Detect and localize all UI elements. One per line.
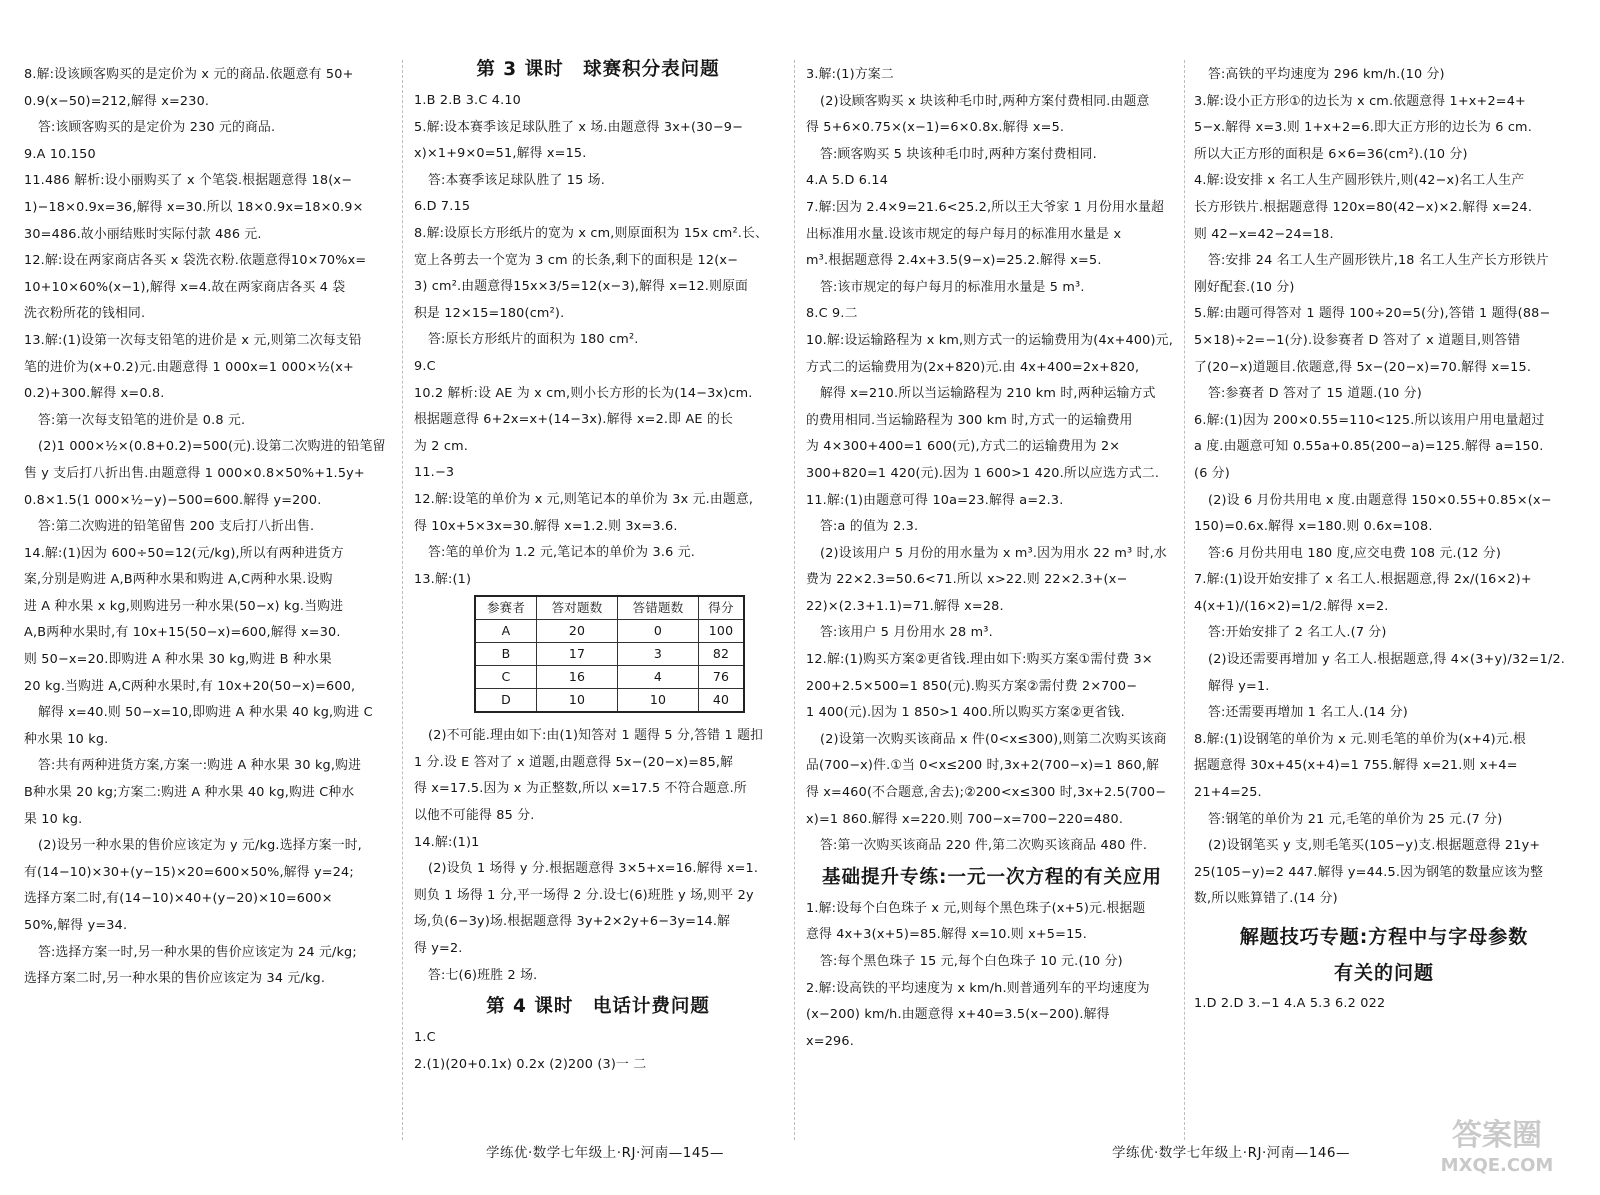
answer-line: 刚好配套.(10 分): [1194, 279, 1295, 295]
table-cell: 82: [699, 643, 745, 666]
answer-line: 10.2 解析:设 AE 为 x cm,则小长方形的长为(14−3x)cm.: [414, 385, 753, 401]
column-3: [806, 62, 1178, 1055]
answer-line: 有(14−10)×30+(y−15)×20=600×50%,解得 y=24;: [24, 864, 354, 880]
col2a-lines: [414, 88, 782, 593]
answer-line: 答:本赛季该足球队胜了 15 场.: [428, 172, 605, 188]
answer-line: (2)设钢笔买 y 支,则毛笔买(105−y)支.根据题意得 21y+: [1208, 838, 1541, 854]
page-footer-145: 学练优·数学七年级上·RJ·河南—145—: [486, 1145, 725, 1161]
answer-line: 8.C 9.二: [806, 306, 858, 322]
answer-line: 积是 12×15=180(cm²).: [414, 305, 565, 321]
table-cell: 10: [537, 689, 618, 713]
answer-line: 解得 y=1.: [1208, 678, 1270, 694]
answer-line: 0.2)+300.解得 x=0.8.: [24, 386, 165, 402]
answer-line: 0.9(x−50)=212,解得 x=230.: [24, 93, 210, 109]
table-cell: 76: [699, 666, 745, 689]
answer-line: 12.解:设笔的单价为 x 元,则笔记本的单价为 3x 元.由题意,: [414, 491, 754, 507]
column-divider: [1184, 60, 1185, 1140]
answer-line: 6.解:(1)因为 200×0.55=110<125.所以该用户用电量超过: [1194, 412, 1545, 428]
col3b-lines: [806, 896, 1178, 1056]
answer-line: 答:该顾客购买的是定价为 230 元的商品.: [38, 120, 276, 136]
column-divider: [402, 60, 403, 1140]
answer-line: 费为 22×2.3=50.6<71.所以 x>22.则 22×2.3+(x−: [806, 572, 1128, 588]
answer-line: 答:笔的单价为 1.2 元,笔记本的单价为 3.6 元.: [428, 545, 695, 561]
answer-line: 50%,解得 y=34.: [24, 918, 128, 933]
table-header: 答错题数: [618, 596, 699, 620]
answer-line: 答:每个黑色珠子 15 元,每个白色珠子 10 元.(10 分): [820, 954, 1123, 969]
answer-line: 答:该市规定的每户每月的标准用水量是 5 m³.: [820, 279, 1085, 295]
answer-line: 300+820=1 420(元).因为 1 600>1 420.所以应选方式二.: [806, 465, 1160, 481]
answer-line: 解得 x=40.则 50−x=10,即购进 A 种水果 40 kg,购进 C: [38, 705, 373, 721]
column-2: [414, 59, 782, 1078]
section-heading-technique: 解题技巧专题:方程中与字母参数: [1239, 926, 1529, 948]
answer-line: 200+2.5×500=1 850(元).购买方案②需付费 2×700−: [806, 678, 1138, 694]
answer-line: 为 4×300+400=1 600(元),方式二的运输费用为 2×: [806, 439, 1121, 455]
answer-line: 得 y=2.: [414, 941, 463, 957]
answer-line: 了(20−x)道题目.依题意,得 5x−(20−x)=70.解得 x=15.: [1194, 359, 1532, 375]
answer-line: 答:安排 24 名工人生产圆形铁片,18 名工人生产长方形铁片: [1208, 253, 1549, 269]
answer-line: 答:原长方形纸片的面积为 180 cm².: [428, 332, 639, 348]
answer-line: 5−x.解得 x=3.则 1+x+2=6.即大正方形的边长为 6 cm.: [1194, 120, 1532, 136]
answer-line: 13.解:(1): [414, 571, 472, 587]
answer-line: 答:高铁的平均速度为 296 km/h.(10 分): [1208, 67, 1445, 82]
answer-line: 解得 x=210.所以当运输路程为 210 km 时,两种运输方式: [820, 386, 1156, 402]
answer-line: (2)1 000×½×(0.8+0.2)=500(元).设第二次购进的铅笔留: [38, 439, 386, 455]
answer-line: 5×18)÷2=−1(分).设参赛者 D 答对了 x 道题目,则答错: [1194, 332, 1521, 348]
table-cell: 100: [699, 620, 745, 643]
answer-line: 10+10×60%(x−1),解得 x=4.故在两家商店各买 4 袋: [24, 279, 346, 295]
answer-line: 答:该用户 5 月份用水 28 m³.: [820, 625, 993, 641]
answer-line: 答:第一次购买该商品 220 件,第二次购买该商品 480 件.: [820, 838, 1148, 854]
answer-line: 进 A 种水果 x kg,则购进另一种水果(50−x) kg.当购进: [24, 598, 344, 614]
answer-line: 答:顾客购买 5 块该种毛巾时,两种方案付费相同.: [820, 146, 1097, 162]
answer-line: 答:开始安排了 2 名工人.(7 分): [1208, 625, 1387, 641]
col3a-lines: [806, 62, 1178, 860]
answer-line: 答:选择方案一时,另一种水果的售价应该定为 24 元/kg;: [38, 944, 357, 960]
answer-line: 8.解:设原长方形纸片的宽为 x cm,则原面积为 15x cm².长、: [414, 225, 769, 241]
answer-line: 1.B 2.B 3.C 4.10: [414, 93, 522, 108]
table-cell: 0: [618, 620, 699, 643]
answer-line: 答:第二次购进的铅笔留售 200 支后打八折出售.: [38, 519, 315, 535]
table-header: 参赛者: [475, 596, 537, 620]
watermark-logo: [1422, 1111, 1572, 1177]
answer-line: 场,负(6−3y)场.根据题意得 3y+2×2y+6−3y=14.解: [414, 914, 731, 930]
answer-line: x)×1+9×0=51,解得 x=15.: [414, 146, 587, 162]
table-row: [475, 689, 744, 713]
answer-line: 1.C: [414, 1030, 436, 1046]
answer-line: 则 42−x=42−24=18.: [1194, 226, 1334, 242]
answer-line: (6 分): [1194, 465, 1230, 481]
answer-line: 8.解:设该顾客购买的是定价为 x 元的商品.依题意有 50+: [24, 67, 354, 82]
section-heading-technique-line2: 有关的问题: [1333, 962, 1434, 984]
column-1: [24, 62, 396, 993]
answer-line: 洗衣粉所花的钱相同.: [24, 306, 146, 322]
answer-line: 7.解:因为 2.4×9=21.6<25.2,所以王大爷家 1 月份用水量超: [806, 199, 1165, 215]
table-cell: 4: [618, 666, 699, 689]
answer-line: 25(105−y)=2 447.解得 y=44.5.因为钢笔的数量应该为整: [1194, 864, 1544, 880]
answer-line: 13.解:(1)设第一次每支铅笔的进价是 x 元,则第二次每支铅: [24, 332, 362, 348]
answer-line: 答:钢笔的单价为 21 元,毛笔的单价为 25 元.(7 分): [1208, 811, 1503, 827]
answer-line: 的费用相同.当运输路程为 300 km 时,方式一的运输费用: [806, 412, 1133, 428]
answer-line: 14.解:(1)1: [414, 834, 480, 850]
answer-line: (2)设该用户 5 月份的用水量为 x m³.因为用水 22 m³ 时,水: [820, 545, 1167, 561]
answer-line: (2)不可能.理由如下:由(1)知答对 1 题得 5 分,答错 1 题扣: [428, 728, 764, 744]
answer-line: 3) cm².由题意得15x×3/5=12(x−3),解得 x=12.则原面: [414, 279, 749, 295]
answer-line: 得 x=460(不合题意,舍去);②200<x≤300 时,3x+2.5(700−: [806, 785, 1167, 801]
answer-line: 据题意得 30x+45(x+4)=1 755.解得 x=21.则 x+4=: [1194, 758, 1518, 774]
answer-line: 11.486 解析:设小丽购买了 x 个笔袋.根据题意得 18(x−: [24, 173, 353, 189]
answer-line: 8.解:(1)设钢笔的单价为 x 元.则毛笔的单价为(x+4)元.根: [1194, 731, 1527, 747]
answer-line: 则 50−x=20.即购进 A 种水果 30 kg,购进 B 种水果: [24, 652, 332, 668]
column-4: [1194, 62, 1574, 1018]
answer-line: 答:共有两种进货方案,方案一:购进 A 种水果 30 kg,购进: [38, 758, 362, 774]
answer-line: 答:a 的值为 2.3.: [820, 519, 919, 535]
table-header-row: [475, 596, 744, 620]
answer-line: x=296.: [806, 1033, 854, 1049]
table-cell: 16: [537, 666, 618, 689]
answer-line: 1.D 2.D 3.−1 4.A 5.3 6.2 022: [1194, 996, 1386, 1011]
answer-line: (2)设另一种水果的售价应该定为 y 元/kg.选择方案一时,: [38, 838, 362, 854]
answer-line: 12.解:(1)购买方案②更省钱.理由如下:购买方案①需付费 3×: [806, 652, 1153, 668]
answer-line: (2)设 6 月份共用电 x 度.由题意得 150×0.55+0.85×(x−: [1208, 492, 1552, 508]
section-heading-basic-practice: 基础提升专练:一元一次方程的有关应用: [822, 866, 1162, 888]
answer-line: 宽上各剪去一个宽为 3 cm 的长条,剩下的面积是 12(x−: [414, 252, 739, 268]
answer-line: 4.A 5.D 6.14: [806, 173, 889, 189]
answer-line: 1.解:设每个白色珠子 x 元,则每个黑色珠子(x+5)元.根据题: [806, 900, 1146, 916]
answer-line: 品(700−x)件.①当 0<x≤200 时,3x+2(700−x)=1 860,解: [806, 758, 1160, 774]
answer-line: 意得 4x+3(x+5)=85.解得 x=10.则 x+5=15.: [806, 927, 1088, 943]
answer-line: 14.解:(1)因为 600÷50=12(元/kg),所以有两种进货方: [24, 545, 344, 561]
answer-line: 种水果 10 kg.: [24, 731, 109, 747]
answer-line: 9.C: [414, 358, 436, 374]
table-cell: A: [475, 620, 537, 643]
score-table: [474, 595, 745, 713]
answer-line: 1 400(元).因为 1 850>1 400.所以购买方案②更省钱.: [806, 705, 1125, 721]
answer-line: 9.A 10.150: [24, 146, 96, 162]
answer-line: 5.解:设本赛季该足球队胜了 x 场.由题意得 3x+(30−9−: [414, 119, 744, 135]
table-cell: 40: [699, 689, 745, 713]
answer-line: 选择方案二时,另一种水果的售价应该定为 34 元/kg.: [24, 971, 326, 987]
col1-lines: [24, 62, 396, 993]
answer-line: 7.解:(1)设开始安排了 x 名工人.根据题意,得 2x/(16×2)+: [1194, 572, 1532, 588]
answer-line: 案,分别是购进 A,B两种水果和购进 A,C两种水果.设购: [24, 572, 333, 588]
answer-line: 出标准用水量.设该市规定的每户每月的标准用水量是 x: [806, 226, 1122, 242]
answer-line: 数,所以账算错了.(14 分): [1194, 891, 1338, 907]
section-heading-lesson-3: 第 3 课时 球赛积分表问题: [476, 59, 720, 80]
answer-line: 答:第一次每支铅笔的进价是 0.8 元.: [38, 412, 246, 428]
answer-line: 答:参赛者 D 答对了 15 道题.(10 分): [1208, 386, 1422, 402]
answer-line: 10.解:设运输路程为 x km,则方式一的运输费用为(4x+400)元,: [806, 332, 1173, 348]
answer-line: 则负 1 场得 1 分,平一场得 2 分.设七(6)班胜 y 场,则平 2y: [414, 887, 754, 903]
answer-line: (2)设负 1 场得 y 分.根据题意得 3×5+x=16.解得 x=1.: [428, 861, 759, 877]
col2c-lines: [414, 1025, 782, 1078]
answer-line: 21+4=25.: [1194, 785, 1262, 801]
answer-line: 选择方案二时,有(14−10)×40+(y−20)×10=600×: [24, 891, 333, 907]
table-row: [475, 643, 744, 666]
answer-line: 4(x+1)/(16×2)=1/2.解得 x=2.: [1194, 598, 1389, 614]
table-cell: 3: [618, 643, 699, 666]
table-cell: B: [475, 643, 537, 666]
answer-line: 答:6 月份共用电 180 度,应交电费 108 元.(12 分): [1208, 545, 1502, 561]
answer-line: 20 kg.当购进 A,C两种水果时,有 10x+20(50−x)=600,: [24, 678, 356, 694]
table-header: 答对题数: [537, 596, 618, 620]
answer-line: 2.解:设高铁的平均速度为 x km/h.则普通列车的平均速度为: [806, 980, 1150, 996]
answer-line: 6.D 7.15: [414, 199, 471, 215]
answer-line: 1 分.设 E 答对了 x 道题,由题意得 5x−(20−x)=85,解: [414, 754, 734, 770]
watermark-url: MXQE.COM: [1440, 1155, 1554, 1176]
answer-line: 11.解:(1)由题意可得 10a=23.解得 a=2.3.: [806, 492, 1064, 508]
answer-line: 30=486.故小丽结账时实际付款 486 元.: [24, 226, 262, 242]
answer-line: 12.解:设在两家商店各买 x 袋洗衣粉.依题意得10×70%x=: [24, 253, 367, 269]
answer-line: 1)−18×0.9x=36,解得 x=30.所以 18×0.9x=18×0.9×: [24, 199, 364, 215]
answer-line: 得 5+6×0.75×(x−1)=6×0.8x.解得 x=5.: [806, 120, 1065, 136]
answer-line: 得 x=17.5.因为 x 为正整数,所以 x=17.5 不符合题意.所: [414, 781, 747, 797]
answer-line: 答:七(6)班胜 2 场.: [428, 967, 538, 983]
answer-line: a 度.由题意可知 0.55a+0.85(200−a)=125.解得 a=150.: [1194, 439, 1544, 455]
answer-line: 方式二的运输费用为(2x+820)元.由 4x+400=2x+820,: [806, 359, 1140, 375]
table-cell: 10: [618, 689, 699, 713]
answer-line: 根据题意得 6+2x=x+(14−3x).解得 x=2.即 AE 的长: [414, 412, 733, 428]
table-row: [475, 620, 744, 643]
col4a-lines: [1194, 62, 1574, 913]
table-cell: D: [475, 689, 537, 713]
answer-line: (2)设第一次购买该商品 x 件(0<x≤300),则第二次购买该商: [820, 731, 1167, 747]
answer-line: 答:还需要再增加 1 名工人.(14 分): [1208, 705, 1408, 721]
table-cell: 17: [537, 643, 618, 666]
answer-line: 售 y 支后打八折出售.由题意得 1 000×0.8×50%+1.5y+: [24, 465, 365, 481]
answer-line: 4.解:设安排 x 名工人生产圆形铁片,则(42−x)名工人生产: [1194, 173, 1525, 189]
section-heading-lesson-4: 第 4 课时 电话计费问题: [486, 996, 710, 1018]
col4b-lines: [1194, 991, 1574, 1018]
answer-line: (2)设还需要再增加 y 名工人.根据题意,得 4×(3+y)/32=1/2.: [1208, 652, 1566, 668]
table-cell: 20: [537, 620, 618, 643]
table-cell: C: [475, 666, 537, 689]
answer-line: m³.根据题意得 2.4x+3.5(9−x)=25.2.解得 x=5.: [806, 253, 1102, 269]
answer-line: 0.8×1.5(1 000×½−y)−500=600.解得 y=200.: [24, 492, 322, 508]
answer-line: 果 10 kg.: [24, 811, 83, 827]
answer-line: 3.解:设小正方形①的边长为 x cm.依题意得 1+x+2=4+: [1194, 93, 1526, 109]
col2b-lines: [414, 723, 782, 989]
page-footer-146: 学练优·数学七年级上·RJ·河南—146—: [1112, 1145, 1351, 1161]
answer-line: 笔的进价为(x+0.2)元.由题意得 1 000x=1 000×½(x+: [24, 359, 354, 375]
answer-line: (x−200) km/h.由题意得 x+40=3.5(x−200).解得: [806, 1007, 1110, 1023]
column-divider: [794, 60, 795, 1140]
answer-line: 所以大正方形的面积是 6×6=36(cm²).(10 分): [1194, 146, 1468, 162]
answer-line: 150)=0.6x.解得 x=180.则 0.6x=108.: [1194, 519, 1433, 535]
answer-line: 11.−3: [414, 465, 455, 481]
answer-line: 22)×(2.3+1.1)=71.解得 x=28.: [806, 598, 1004, 614]
answer-line: 2.(1)(20+0.1x) 0.2x (2)200 (3)一 二: [414, 1056, 647, 1072]
answer-line: 3.解:(1)方案二: [806, 67, 894, 82]
answer-line: (2)设顾客购买 x 块该种毛巾时,两种方案付费相同.由题意: [820, 93, 1150, 109]
answer-line: 以他不可能得 85 分.: [414, 808, 535, 824]
answer-line: 得 10x+5×3x=30.解得 x=1.2.则 3x=3.6.: [414, 518, 678, 534]
table-header: 得分: [699, 596, 745, 620]
watermark-title: 答案圈: [1452, 1118, 1542, 1153]
answer-line: 长方形铁片.根据题意得 120x=80(42−x)×2.解得 x=24.: [1194, 199, 1533, 215]
answer-line: A,B两种水果时,有 10x+15(50−x)=600,解得 x=30.: [24, 625, 341, 641]
table-row: [475, 666, 744, 689]
answer-line: 为 2 cm.: [414, 438, 469, 454]
answer-line: 5.解:由题可得答对 1 题得 100÷20=5(分),答错 1 题得(88−: [1194, 306, 1551, 322]
answer-line: B种水果 20 kg;方案二:购进 A 种水果 40 kg,购进 C种水: [24, 785, 355, 801]
answer-line: x)=1 860.解得 x=220.则 700−x=700−220=480.: [806, 811, 1124, 827]
